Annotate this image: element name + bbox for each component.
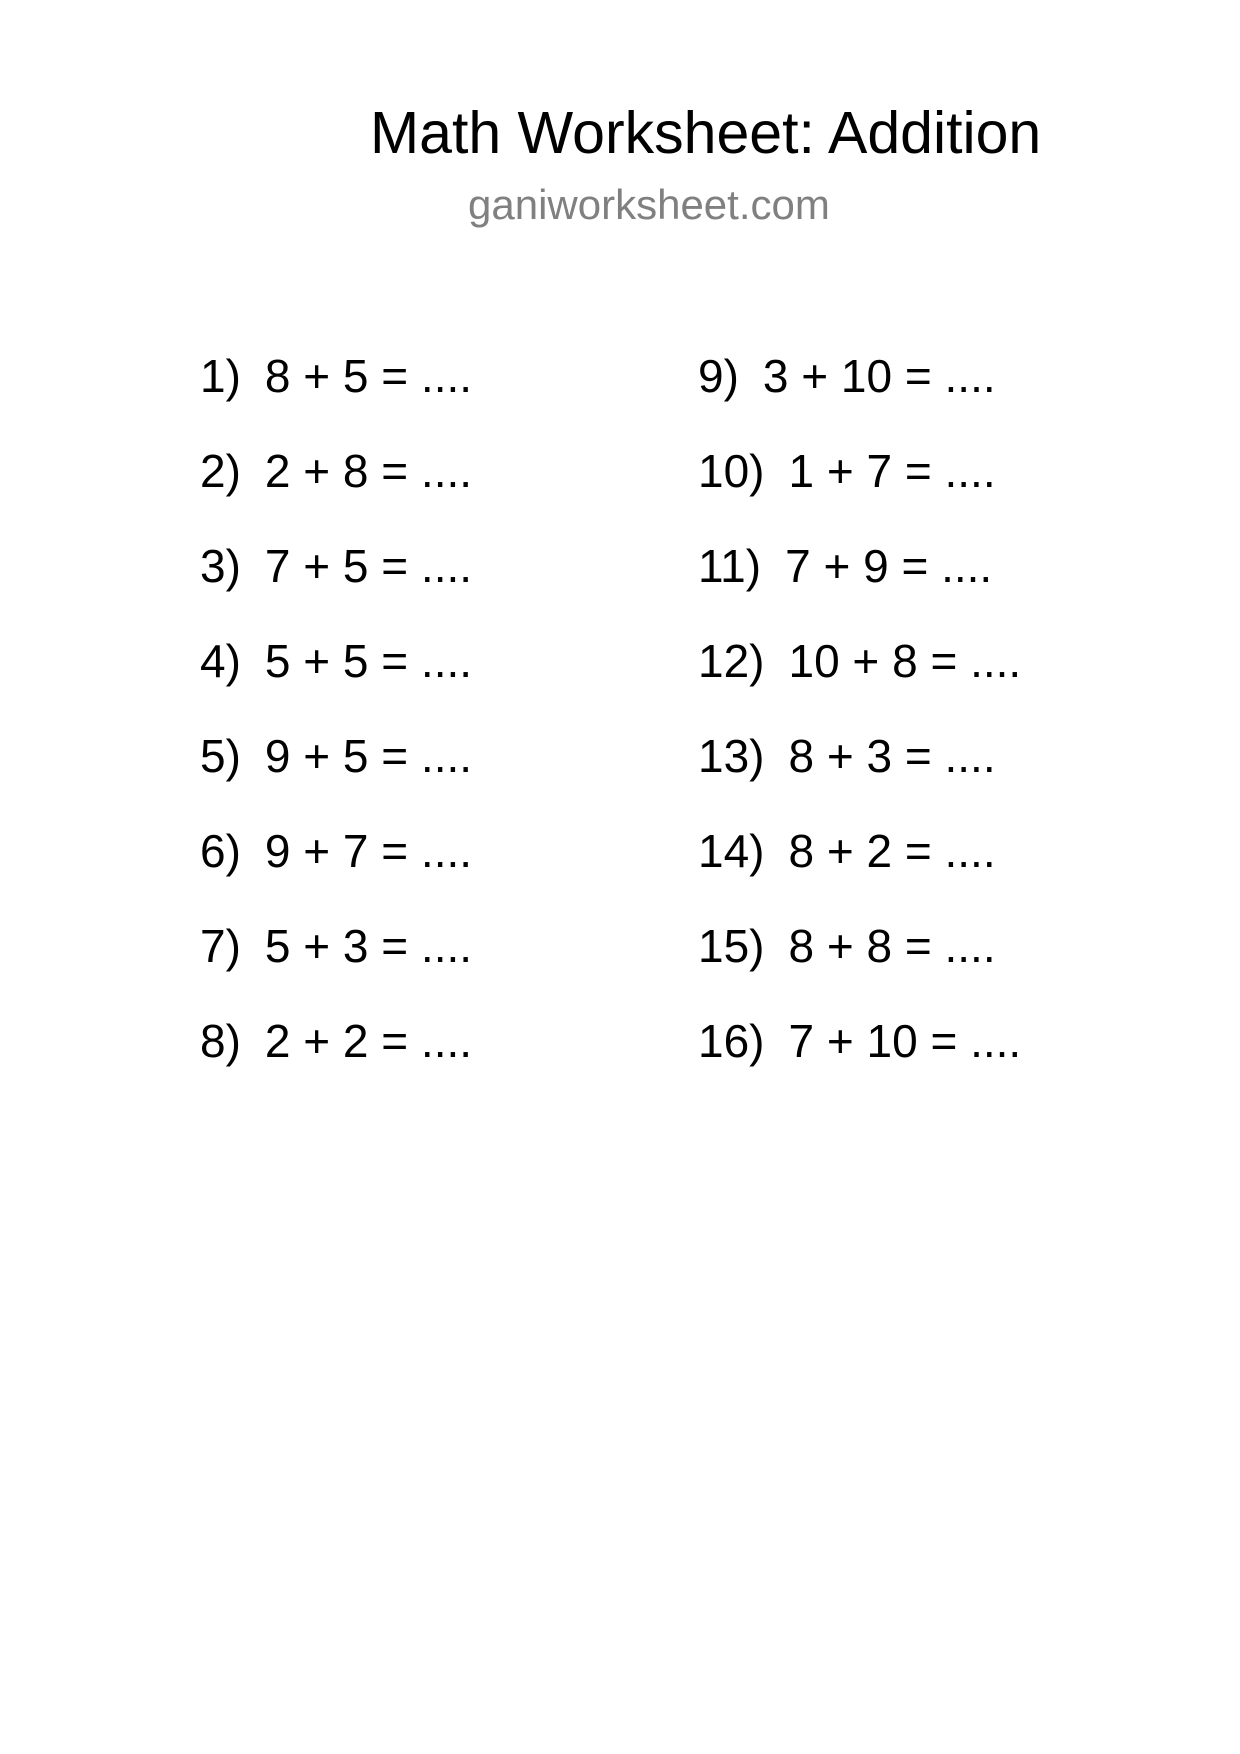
problem-item (200, 538, 472, 633)
problem-number: 16) (698, 1015, 765, 1067)
problem-expression: 7 + 5 = .... (264, 540, 473, 592)
problem-expression: 7 + 10 = .... (788, 1015, 1022, 1067)
problem-item (698, 823, 1021, 918)
problem-number: 2) (200, 445, 241, 497)
problem-number: 4) (200, 635, 241, 687)
problem-item (200, 918, 472, 1013)
problem-item (698, 918, 1021, 1013)
problems-column-right (698, 348, 1021, 1108)
problem-number: 5) (200, 730, 241, 782)
problem-number: 10) (698, 445, 765, 497)
problem-item (200, 348, 472, 443)
problem-item (698, 538, 1021, 633)
problem-number: 8) (200, 1015, 241, 1067)
problem-item (200, 443, 472, 538)
problem-item (200, 823, 472, 918)
problem-number: 7) (200, 920, 241, 972)
problem-expression: 2 + 8 = .... (264, 445, 473, 497)
problem-item (698, 348, 1021, 443)
website-subtitle: ganiworksheet.com (468, 181, 830, 228)
problem-item (698, 728, 1021, 823)
problems-column-left (200, 348, 472, 1108)
problem-number: 1) (200, 350, 241, 402)
problem-number: 3) (200, 540, 241, 592)
problem-expression: 5 + 3 = .... (264, 920, 473, 972)
problem-number: 13) (698, 730, 765, 782)
problem-item (200, 633, 472, 728)
problem-item (200, 1013, 472, 1108)
problem-number: 9) (698, 350, 739, 402)
problem-expression: 10 + 8 = .... (788, 635, 1022, 687)
problem-number: 15) (698, 920, 765, 972)
problem-expression: 9 + 5 = .... (264, 730, 473, 782)
problem-expression: 7 + 9 = .... (785, 540, 993, 592)
problem-expression: 8 + 5 = .... (264, 350, 473, 402)
problem-expression: 8 + 2 = .... (788, 825, 996, 877)
problem-item (698, 633, 1021, 728)
problem-number: 6) (200, 825, 241, 877)
problem-expression: 1 + 7 = .... (788, 445, 996, 497)
problem-expression: 5 + 5 = .... (264, 635, 473, 687)
problem-expression: 8 + 3 = .... (788, 730, 996, 782)
problem-number: 14) (698, 825, 765, 877)
problem-expression: 9 + 7 = .... (264, 825, 473, 877)
problem-expression: 8 + 8 = .... (788, 920, 996, 972)
problem-number: 12) (698, 635, 765, 687)
worksheet-title: Math Worksheet: Addition (370, 100, 1042, 166)
problem-number: 11) (698, 540, 762, 592)
problem-item (200, 728, 472, 823)
problem-item (698, 443, 1021, 538)
problem-expression: 2 + 2 = .... (264, 1015, 473, 1067)
problem-expression: 3 + 10 = .... (762, 350, 996, 402)
problem-item (698, 1013, 1021, 1108)
